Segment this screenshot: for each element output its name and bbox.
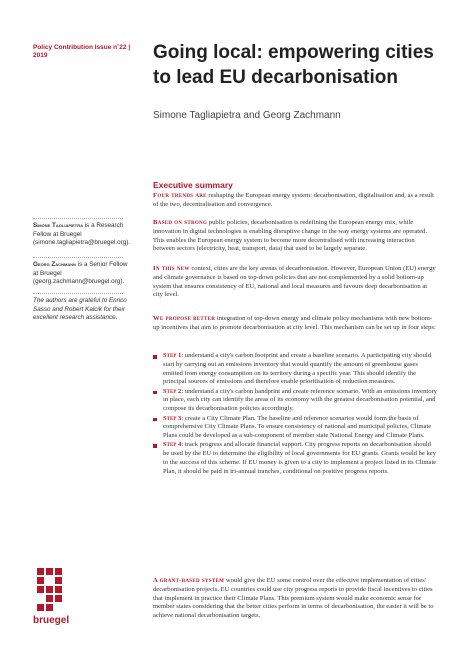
paragraph-lead: We propose better <box>153 315 216 322</box>
step-text: : understand a city's carbon footprint and create a baseline scenario. A participating city should start by carrying out an emissions inventory that would quantify the amount of greenhouse gases emitted from energy consumption on its territory during a specific year. This should identify the principal sources of emissions and therefore enable prioritisation of reduction measures. <box>163 352 431 386</box>
list-item <box>153 415 438 441</box>
step-label: Step 2 <box>163 387 182 395</box>
step-label: Step 1 <box>163 352 182 359</box>
paragraph-lead: A grant-based system <box>153 577 225 584</box>
paragraph-lead: Based on strong <box>153 219 208 226</box>
paragraph-text: reshaping the European energy system: decarbonisation, digitalisation and, as a result of the two, decentralisation and convergence. <box>153 192 434 208</box>
paragraph-5 <box>153 577 438 621</box>
sidebar-divider <box>33 293 123 294</box>
paragraph-1 <box>153 192 438 210</box>
sidebar-author1 <box>33 222 131 248</box>
step-text: : track progress and allocate financial support. City progress reports on decarbonisation should be used by the EU to determine the eligibility of local governments for EU grants. Grants would be key to the success of this scheme. If EU money is given to a city to implement a project listed in its Climate Plan, it should be paid in tri-annual tranches, conditional on positive progress reports. <box>163 441 437 475</box>
sidebar-divider <box>33 257 123 258</box>
steps-list <box>153 352 438 477</box>
section-title: Executive summary <box>153 180 233 190</box>
sidebar-divider <box>33 218 123 219</box>
author1-text: is a Research Fellow at Bruegel (simone.tagliapietra@bruegel.org). <box>33 222 131 246</box>
logo-wordmark: bruegel <box>33 615 70 626</box>
paragraph-2 <box>153 219 438 254</box>
paragraph-text: context, cities are the key arenas of decarbonisation. However, European Union (EU) energy and climate governance is based on top-down policies that are not complemented by a solid bottom-up system that ensures consistency of EU, national and local measures and favours deep decarbonisation at city level. <box>153 265 436 299</box>
paragraph-4 <box>153 315 438 333</box>
series-label: Policy Contribution Issue n˚22 | 2019 <box>33 44 131 59</box>
paragraph-text: would give the EU some control over the effective implementation of cities' decarbonisation projects. EU countries could use city progress reports to provide fiscal incentives to cities that implement in practice their Climate Plans. This premium system would make economic sense for member states considering that the better cities perform in terms of decarbonisation, the easier it will be to achieve national decarbonisation targets. <box>153 577 434 620</box>
step-text: : understand a city's carbon handprint and create reference scenario. With an emissions inventory in place, each city can identify the areas of its economy with the greatest decarbonisation potential, and compose its decarbonisation policies accordingly. <box>163 387 438 413</box>
step-label: Step 4 <box>163 441 182 449</box>
authors: Simone Tagliapietra and Georg Zachmann <box>153 110 341 121</box>
step-text: : create a City Climate Plan. The baseline and reference scenarios would form the basis of comprehensive City Climate Plans. To ensure consistency of national and municipal policies, Climate Plans could be developed as a sub-component of member state National Energy and Climate Plans. <box>163 414 432 440</box>
step-label: Step 3 <box>163 414 182 422</box>
author2-name: Georg Zachmann <box>33 261 76 268</box>
paragraph-lead: In this new <box>153 265 190 272</box>
author1-name: Simone Tagliapietra <box>33 222 84 229</box>
bruegel-logo-icon <box>33 566 73 614</box>
page-title: Going local: empowering cities to lead EU decarbonisation <box>153 42 434 88</box>
list-item <box>153 388 438 414</box>
paragraph-text: integration of top-down energy and climate policy mechanisms with new bottom-up incentives that aim to promote decarbonisation at city level. This mechanism can be set up in four steps: <box>153 315 436 331</box>
paragraph-3 <box>153 265 438 300</box>
paragraph-lead: Four trends are <box>153 192 207 199</box>
sidebar-author2 <box>33 261 128 287</box>
list-item <box>153 441 438 476</box>
sidebar-thanks: The authors are grateful to Enrico Sasso and Robert Kalcik for their excellent research assistance. <box>33 297 127 321</box>
author2-text: is a Senior Fellow at Bruegel (georg.zachmann@bruegel.org). <box>33 261 128 285</box>
list-item <box>153 352 438 387</box>
paragraph-text: public policies, decarbonisation is redefining the European energy mix, while innovation in digital technologies is enabling disruptive change in the way energy systems are operated. This enables the European energy system to become more decentralised with increasing interaction between sectors (electricity, heat, transport, data) that used to be largely separate. <box>153 219 427 253</box>
